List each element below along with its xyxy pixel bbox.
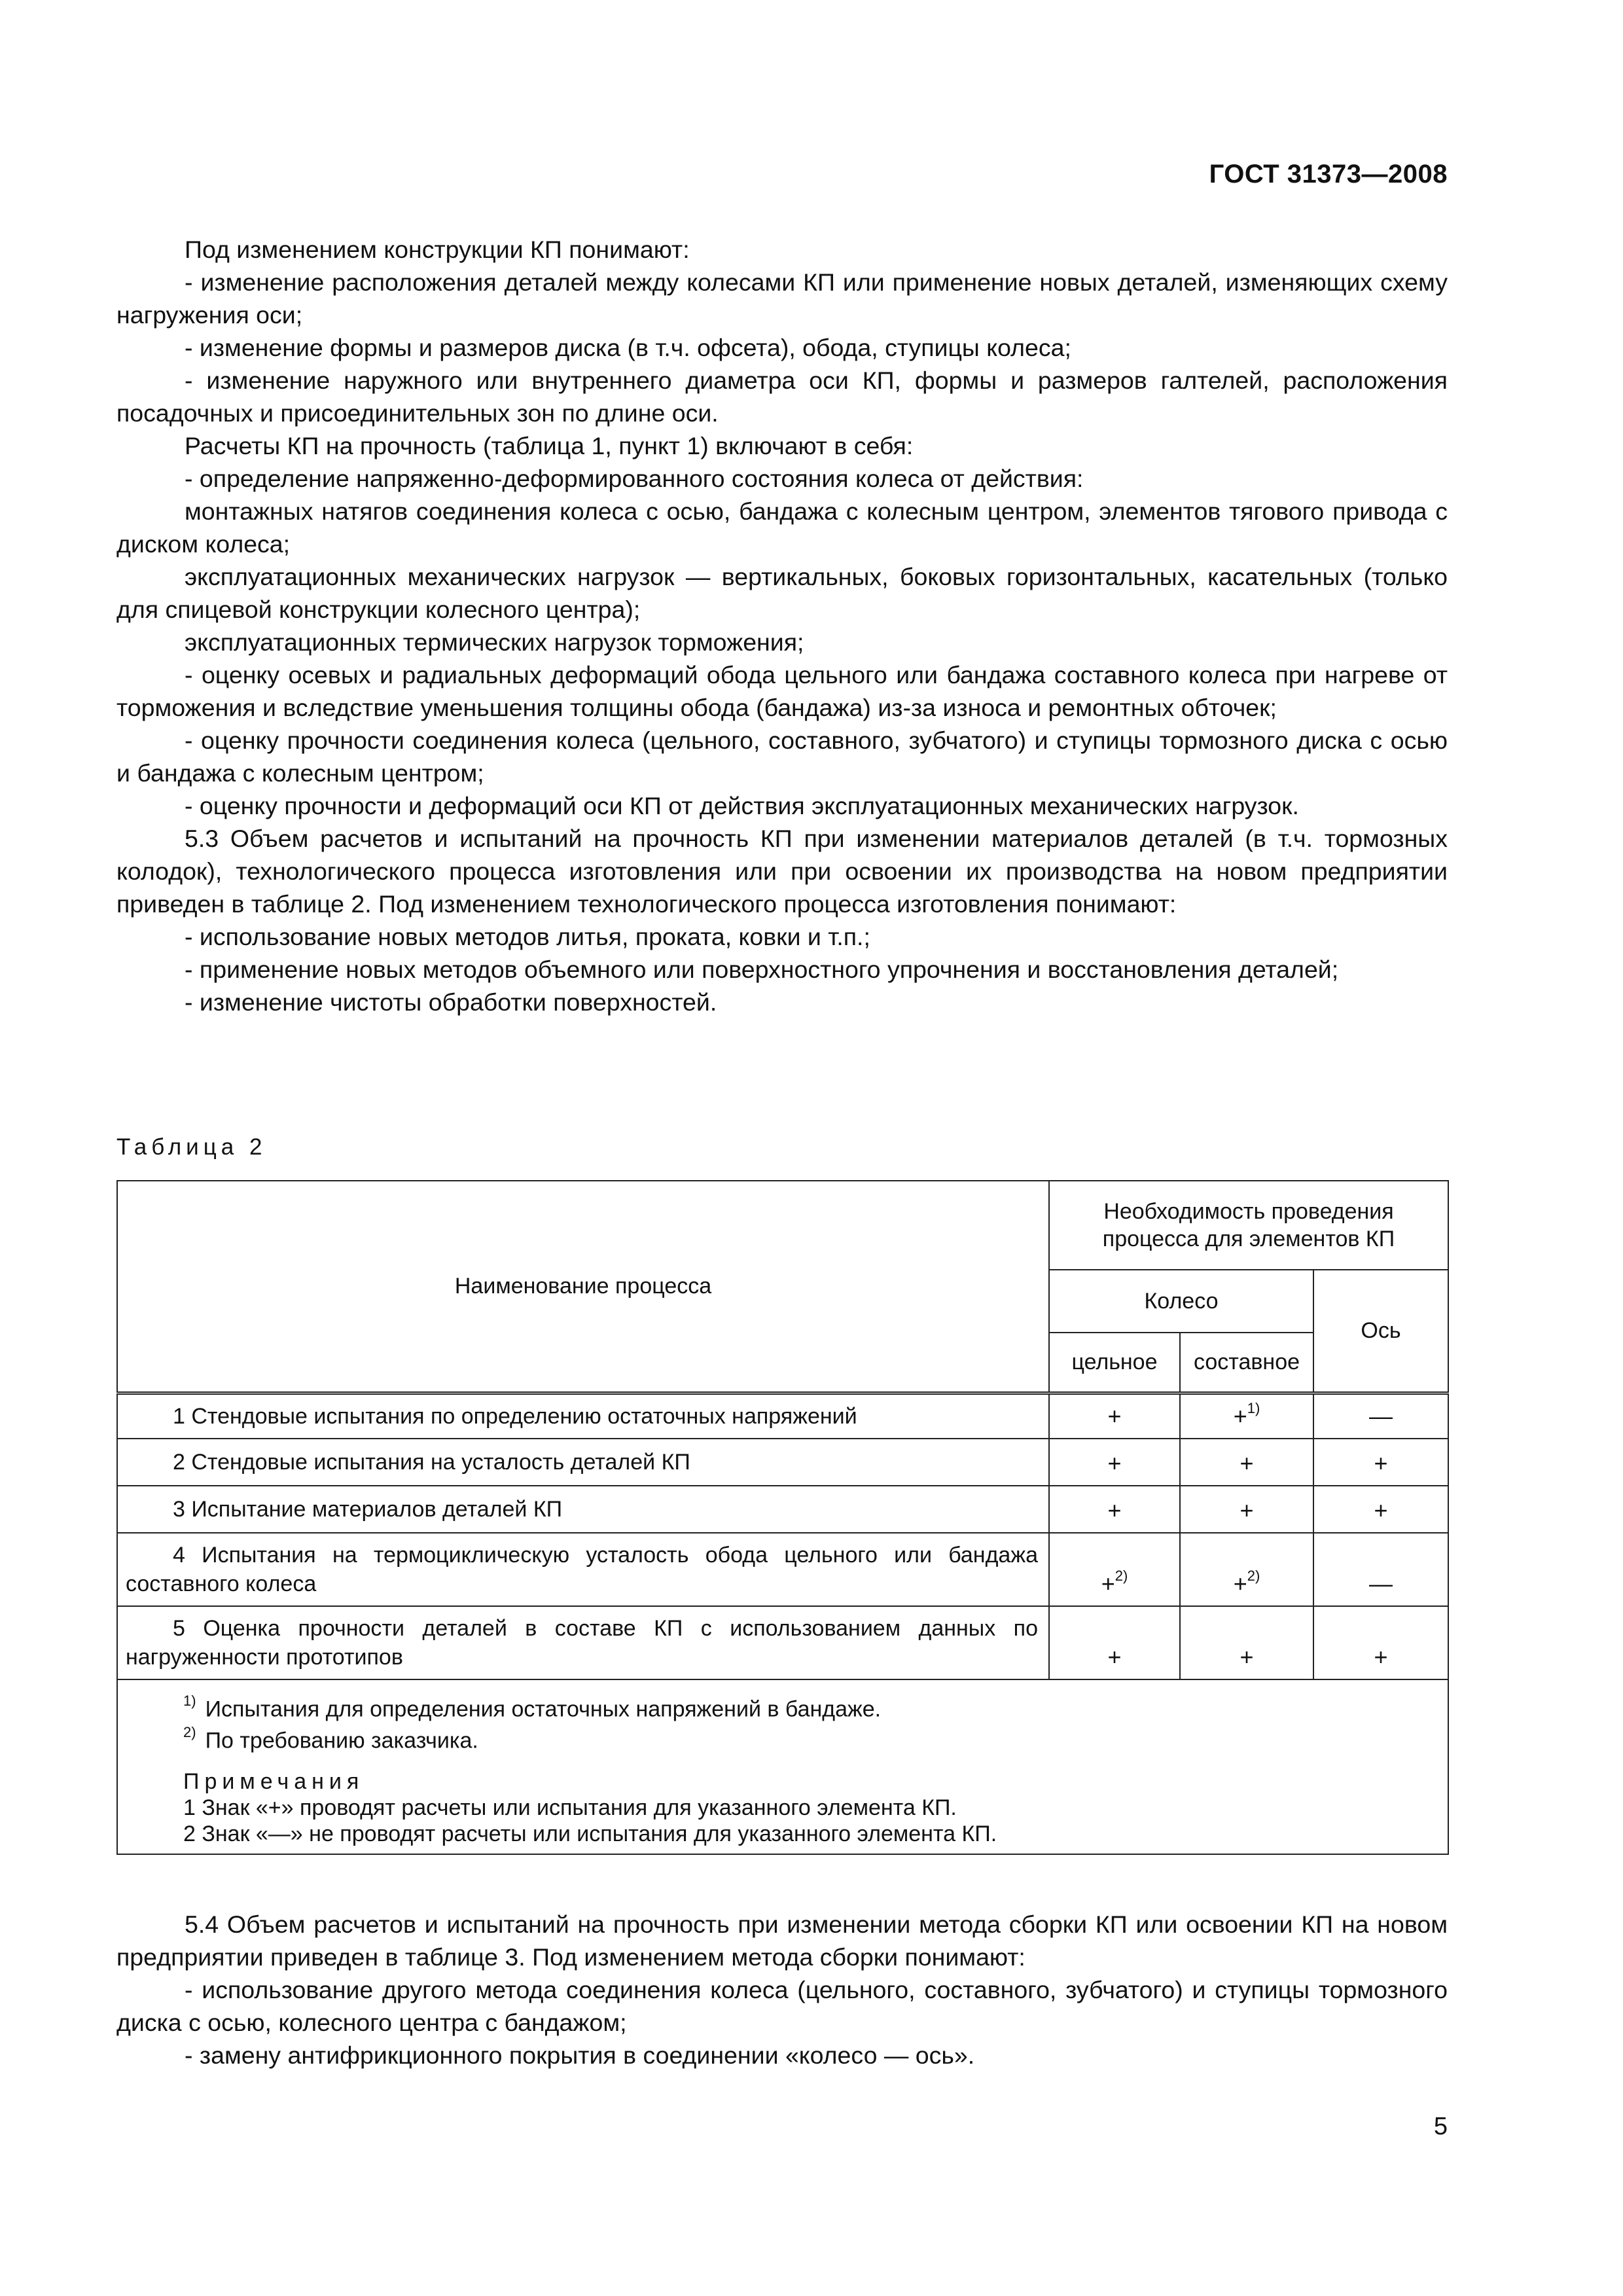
mark-solid: + — [1049, 1606, 1180, 1679]
paragraph: монтажных натягов соединения колеса с осью, бандажа с колесным центром, элементов тягового привода с диском колеса; — [116, 497, 1448, 558]
process-name: 5 Оценка прочности деталей в составе КП с использованием данных по нагруженности прототипов — [126, 1616, 1038, 1670]
paragraph: - изменение формы и размеров диска (в т.ч. офсета), обода, ступицы колеса; — [185, 334, 1071, 361]
paragraph: - применение новых методов объемного или поверхностного упрочнения и восстановления деталей; — [185, 956, 1339, 983]
paragraph: - оценку осевых и радиальных деформаций обода цельного или бандажа составного колеса при нагреве от торможения и вследствие уменьшения толщины обода (бандажа) из-за износа и ремонтных обточек; — [116, 661, 1448, 721]
paragraph: - замену антифрикционного покрытия в соединении «колесо — ось». — [185, 2041, 975, 2069]
page-number: 5 — [1433, 2113, 1448, 2140]
mark-axle: + — [1313, 1486, 1448, 1533]
mark-composite: + — [1180, 1606, 1313, 1679]
body-text-top — [116, 233, 1448, 1018]
table-2 — [116, 1180, 1449, 1855]
process-name: 3 Испытание материалов деталей КП — [173, 1497, 563, 1522]
mark-composite: + — [1180, 1486, 1313, 1533]
header-process-name: Наименование процесса — [117, 1181, 1049, 1393]
footnote: $^{1)}$ Испытания для определения остаточных напряжений в бандаже. — [183, 1693, 882, 1722]
paragraph: 5.4 Объем расчетов и испытаний на прочность при изменении метода сборки КП или освоении КП на новом предприятии приведен в таблице 3. Под изменением метода сборки понимают: — [116, 1910, 1448, 1971]
paragraph: - использование другого метода соединения колеса (цельного, составного, зубчатого) и ступицы тормозного диска с осью, колесного центра с бандажом; — [116, 1976, 1448, 2036]
paragraph: - изменение расположения деталей между колесами КП или применение новых деталей, изменяющих схему нагружения оси; — [116, 268, 1448, 329]
table-row — [117, 1439, 1448, 1486]
mark-composite: +$^{1)}$ — [1180, 1393, 1313, 1439]
note: 1 Знак «+» проводят расчеты или испытания для указанного элемента КП. — [183, 1795, 957, 1820]
process-name: 4 Испытания на термоциклическую усталость обода цельного или бандажа составного колеса — [126, 1543, 1038, 1596]
header-composite: составное — [1180, 1333, 1313, 1393]
note: 2 Знак «—» не проводят расчеты или испытания для указанного элемента КП. — [183, 1821, 997, 1846]
table-row — [117, 1533, 1448, 1606]
document-page — [116, 0, 1448, 2296]
paragraph: - изменение чистоты обработки поверхностей. — [185, 988, 717, 1016]
table-row — [117, 1486, 1448, 1533]
process-name: 1 Стендовые испытания по определению остаточных напряжений — [173, 1403, 857, 1429]
header-solid: цельное — [1049, 1333, 1180, 1393]
mark-solid: +$^{2)}$ — [1049, 1533, 1180, 1606]
notes-title: Примечания — [183, 1768, 365, 1794]
header-necessity: Необходимость проведения процесса для элементов КП — [1049, 1181, 1448, 1270]
table-row — [117, 1606, 1448, 1679]
mark-axle: + — [1313, 1606, 1448, 1679]
paragraph: эксплуатационных термических нагрузок торможения; — [185, 628, 804, 656]
mark-axle: — — [1313, 1393, 1448, 1439]
mark-solid: + — [1049, 1393, 1180, 1439]
table-row — [117, 1393, 1448, 1439]
paragraph: - определение напряженно-деформированного состояния колеса от действия: — [185, 465, 1084, 492]
paragraph: - использование новых методов литья, проката, ковки и т.п.; — [185, 923, 870, 950]
body-text-bottom — [116, 1908, 1448, 2072]
paragraph: 5.3 Объем расчетов и испытаний на прочность КП при изменении материалов деталей (в т.ч. тормозных колодок), технологического процесса изготовления или при освоении их производства на новом предприятии приведен в таблице 2. Под изменением технологического процесса изготовления понимают: — [116, 825, 1448, 918]
paragraph: Под изменением конструкции КП понимают: — [185, 236, 690, 263]
process-name: 2 Стендовые испытания на усталость деталей КП — [173, 1450, 690, 1475]
mark-composite: + — [1180, 1439, 1313, 1486]
paragraph: - оценку прочности и деформаций оси КП от действия эксплуатационных механических нагрузок. — [185, 792, 1299, 819]
paragraph: эксплуатационных механических нагрузок — вертикальных, боковых горизонтальных, касательных (только для спицевой конструкции колесного центра); — [116, 563, 1448, 623]
paragraph: - изменение наружного или внутреннего диаметра оси КП, формы и размеров галтелей, расположения посадочных и присоединительных зон по длине оси. — [116, 367, 1448, 427]
mark-solid: + — [1049, 1439, 1180, 1486]
mark-solid: + — [1049, 1486, 1180, 1533]
table-notes-row — [117, 1679, 1448, 1854]
paragraph: - оценку прочности соединения колеса (цельного, составного, зубчатого) и ступицы тормозного диска с осью и бандажа с колесным центром; — [116, 726, 1448, 787]
mark-axle: + — [1313, 1439, 1448, 1486]
paragraph: Расчеты КП на прочность (таблица 1, пункт 1) включают в себя: — [185, 432, 914, 459]
document-header: ГОСТ 31373—2008 — [1209, 160, 1448, 188]
footnote: $^{2)}$ По требованию заказчика. — [183, 1724, 478, 1753]
mark-composite: +$^{2)}$ — [1180, 1533, 1313, 1606]
header-wheel: Колесо — [1049, 1270, 1313, 1333]
header-axle: Ось — [1313, 1270, 1448, 1393]
table-caption: Таблица 2 — [116, 1134, 267, 1160]
mark-axle: — — [1313, 1533, 1448, 1606]
